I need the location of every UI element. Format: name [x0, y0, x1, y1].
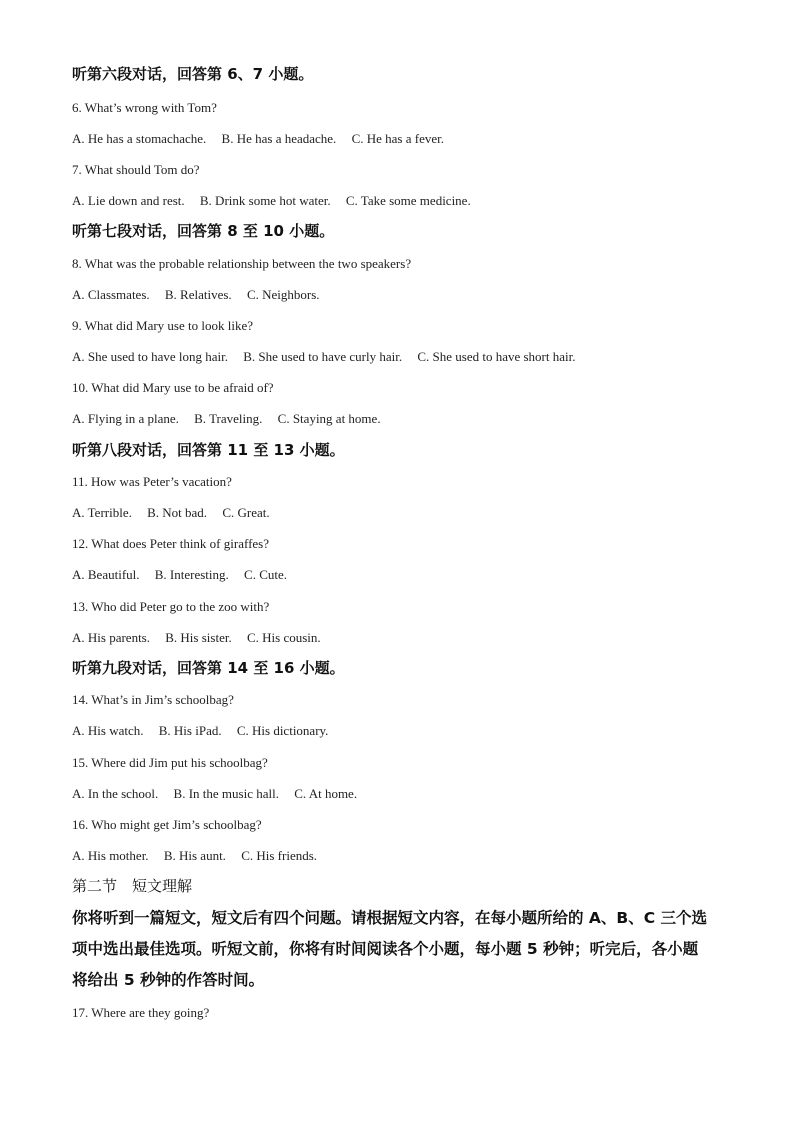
- option-16a: A. His mother.: [72, 848, 149, 863]
- question-16: 16. Who might get Jim’s schoolbag?: [72, 817, 262, 832]
- options-10: [72, 411, 393, 427]
- options-6: [72, 131, 456, 147]
- options-15: [72, 786, 369, 802]
- heading-dialogue-7: 听第七段对话，回答第 8 至 10 小题。: [72, 222, 335, 240]
- question-14: 14. What’s in Jim’s schoolbag?: [72, 692, 234, 707]
- option-15c: C. At home.: [294, 786, 358, 801]
- option-13a: A. His parents.: [72, 630, 150, 645]
- option-15b: B. In the music hall.: [173, 786, 279, 801]
- options-16: [72, 848, 329, 864]
- option-13b: B. His sister.: [165, 630, 232, 645]
- option-9b: B. She used to have curly hair.: [243, 349, 403, 364]
- option-14a: A. His watch.: [72, 723, 144, 738]
- option-10a: A. Flying in a plane.: [72, 411, 179, 426]
- option-14b: B. His iPad.: [158, 723, 222, 738]
- option-11c: C. Great.: [222, 505, 270, 520]
- option-8c: C. Neighbors.: [246, 287, 320, 302]
- option-6a: A. He has a stomachache.: [72, 131, 207, 146]
- options-7: [72, 193, 483, 209]
- question-13: 13. Who did Peter go to the zoo with?: [72, 599, 270, 614]
- section-2-title: 第二节 短文理解: [72, 877, 193, 895]
- option-9a: A. She used to have long hair.: [72, 349, 228, 364]
- option-7a: A. Lie down and rest.: [72, 193, 185, 208]
- heading-dialogue-6: 听第六段对话，回答第 6、7 小题。: [72, 65, 314, 83]
- option-7c: C. Take some medicine.: [345, 193, 471, 208]
- options-13: [72, 630, 333, 646]
- option-15a: A. In the school.: [72, 786, 159, 801]
- question-8: 8. What was the probable relationship between the two speakers?: [72, 256, 412, 271]
- question-7: 7. What should Tom do?: [72, 162, 200, 177]
- options-11: [72, 505, 282, 521]
- option-11a: A. Terrible.: [72, 505, 132, 520]
- instructions-line-2: 项中选出最佳选项。听短文前，你将有时间阅读各个小题，每小题 5 秒钟；听完后，各小题: [72, 940, 699, 958]
- question-17: 17. Where are they going?: [72, 1005, 210, 1020]
- instructions-line-1: 你将听到一篇短文，短文后有四个问题。请根据短文内容，在每小题所给的 A、B、C 三个选: [72, 909, 707, 927]
- heading-dialogue-8: 听第八段对话，回答第 11 至 13 小题。: [72, 441, 345, 459]
- options-12: [72, 567, 299, 583]
- option-8b: B. Relatives.: [164, 287, 232, 302]
- option-6b: B. He has a headache.: [221, 131, 337, 146]
- option-7b: B. Drink some hot water.: [199, 193, 331, 208]
- option-12c: C. Cute.: [244, 567, 288, 582]
- question-15: 15. Where did Jim put his schoolbag?: [72, 755, 268, 770]
- question-12: 12. What does Peter think of giraffes?: [72, 536, 269, 551]
- option-8a: A. Classmates.: [72, 287, 150, 302]
- heading-dialogue-9: 听第九段对话，回答第 14 至 16 小题。: [72, 659, 345, 677]
- option-10c: C. Staying at home.: [277, 411, 381, 426]
- option-13c: C. His cousin.: [246, 630, 321, 645]
- option-16b: B. His aunt.: [163, 848, 226, 863]
- instructions-line-3: 将给出 5 秒钟的作答时间。: [72, 971, 265, 989]
- option-12b: B. Interesting.: [154, 567, 229, 582]
- question-11: 11. How was Peter’s vacation?: [72, 474, 232, 489]
- option-16c: C. His friends.: [241, 848, 318, 863]
- question-9: 9. What did Mary use to look like?: [72, 318, 254, 333]
- option-12a: A. Beautiful.: [72, 567, 140, 582]
- option-6c: C. He has a fever.: [351, 131, 444, 146]
- option-10b: B. Traveling.: [194, 411, 263, 426]
- option-9c: C. She used to have short hair.: [417, 349, 576, 364]
- option-14c: C. His dictionary.: [236, 723, 329, 738]
- options-14: [72, 723, 340, 739]
- option-11b: B. Not bad.: [147, 505, 208, 520]
- question-6: 6. What’s wrong with Tom?: [72, 100, 217, 115]
- options-8: [72, 287, 332, 303]
- question-10: 10. What did Mary use to be afraid of?: [72, 380, 274, 395]
- options-9: [72, 349, 588, 365]
